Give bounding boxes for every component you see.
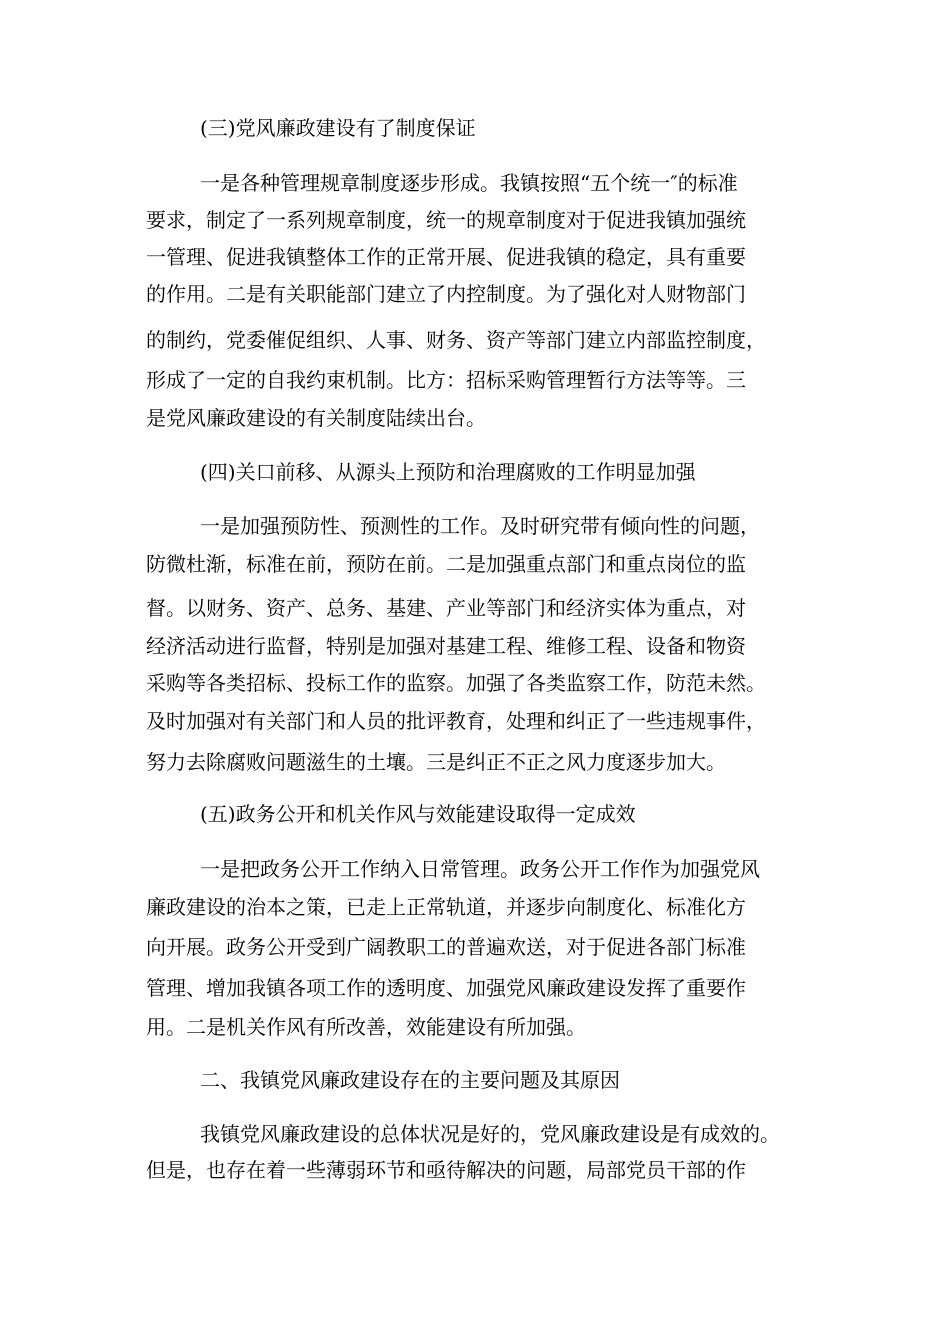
paragraph-line: 管理、增加我镇各项工作的透明度、加强党风廉政建设发挥了重要作 <box>146 976 746 1000</box>
section-heading-4: (四)关口前移、从源头上预防和治理腐败的工作明显加强 <box>200 460 696 484</box>
chapter-heading-2: 二、我镇党风廉政建设存在的主要问题及其原因 <box>200 1068 620 1092</box>
paragraph-line: 形成了一定的自我约束机制。比方：招标采购管理暂行方法等等。三 <box>146 368 746 392</box>
paragraph-line: 及时加强对有关部门和人员的批评教育，处理和纠正了一些违规事件， <box>146 709 766 733</box>
paragraph-line: 一是各种管理规章制度逐步形成。我镇按照“五个统一″的标准 <box>200 171 738 195</box>
paragraph-line: 一是把政务公开工作纳入日常管理。政务公开工作作为加强党风 <box>200 857 760 881</box>
paragraph-line: 廉政建设的治本之策，已走上正常轨道，并逐步向制度化、标准化方 <box>146 895 746 919</box>
paragraph-line: 督。以财务、资产、总务、基建、产业等部门和经济实体为重点，对 <box>146 596 746 620</box>
paragraph-line: 用。二是机关作风有所改善，效能建设有所加强。 <box>146 1015 586 1039</box>
paragraph-line: 经济活动进行监督，特别是加强对基建工程、维修工程、设备和物资 <box>146 634 746 658</box>
paragraph-line: 是党风廉政建设的有关制度陆续出台。 <box>146 406 486 430</box>
paragraph-line: 我镇党风廉政建设的总体状况是好的，党风廉政建设是有成效的。 <box>200 1122 780 1146</box>
paragraph-line: 但是，也存在着一些薄弱环节和亟待解决的问题，局部党员干部的作 <box>146 1158 746 1182</box>
paragraph-line: 一管理、促进我镇整体工作的正常开展、促进我镇的稳定，具有重要 <box>146 245 746 269</box>
paragraph-line: 努力去除腐败问题滋生的土壤。三是纠正不正之风力度逐步加大。 <box>146 750 726 774</box>
paragraph-line: 的作用。二是有关职能部门建立了内控制度。为了强化对人财物部门 <box>146 282 746 306</box>
paragraph-line: 要求，制定了一系列规章制度，统一的规章制度对于促进我镇加强统 <box>146 208 746 232</box>
paragraph-line: 向开展。政务公开受到广阔教职工的普遍欢送，对于促进各部门标准 <box>146 935 746 959</box>
paragraph-line: 采购等各类招标、投标工作的监察。加强了各类监察工作，防范未然。 <box>146 671 766 695</box>
section-heading-3: (三)党风廉政建设有了制度保证 <box>200 116 476 140</box>
section-heading-5: (五)政务公开和机关作风与效能建设取得一定成效 <box>200 802 636 826</box>
paragraph-line: 防微杜渐，标准在前，预防在前。二是加强重点部门和重点岗位的监 <box>146 552 746 576</box>
paragraph-line: 的制约，党委催促组织、人事、财务、资产等部门建立内部监控制度， <box>146 328 766 352</box>
paragraph-line: 一是加强预防性、预测性的工作。及时研究带有倾向性的问题， <box>200 514 760 538</box>
